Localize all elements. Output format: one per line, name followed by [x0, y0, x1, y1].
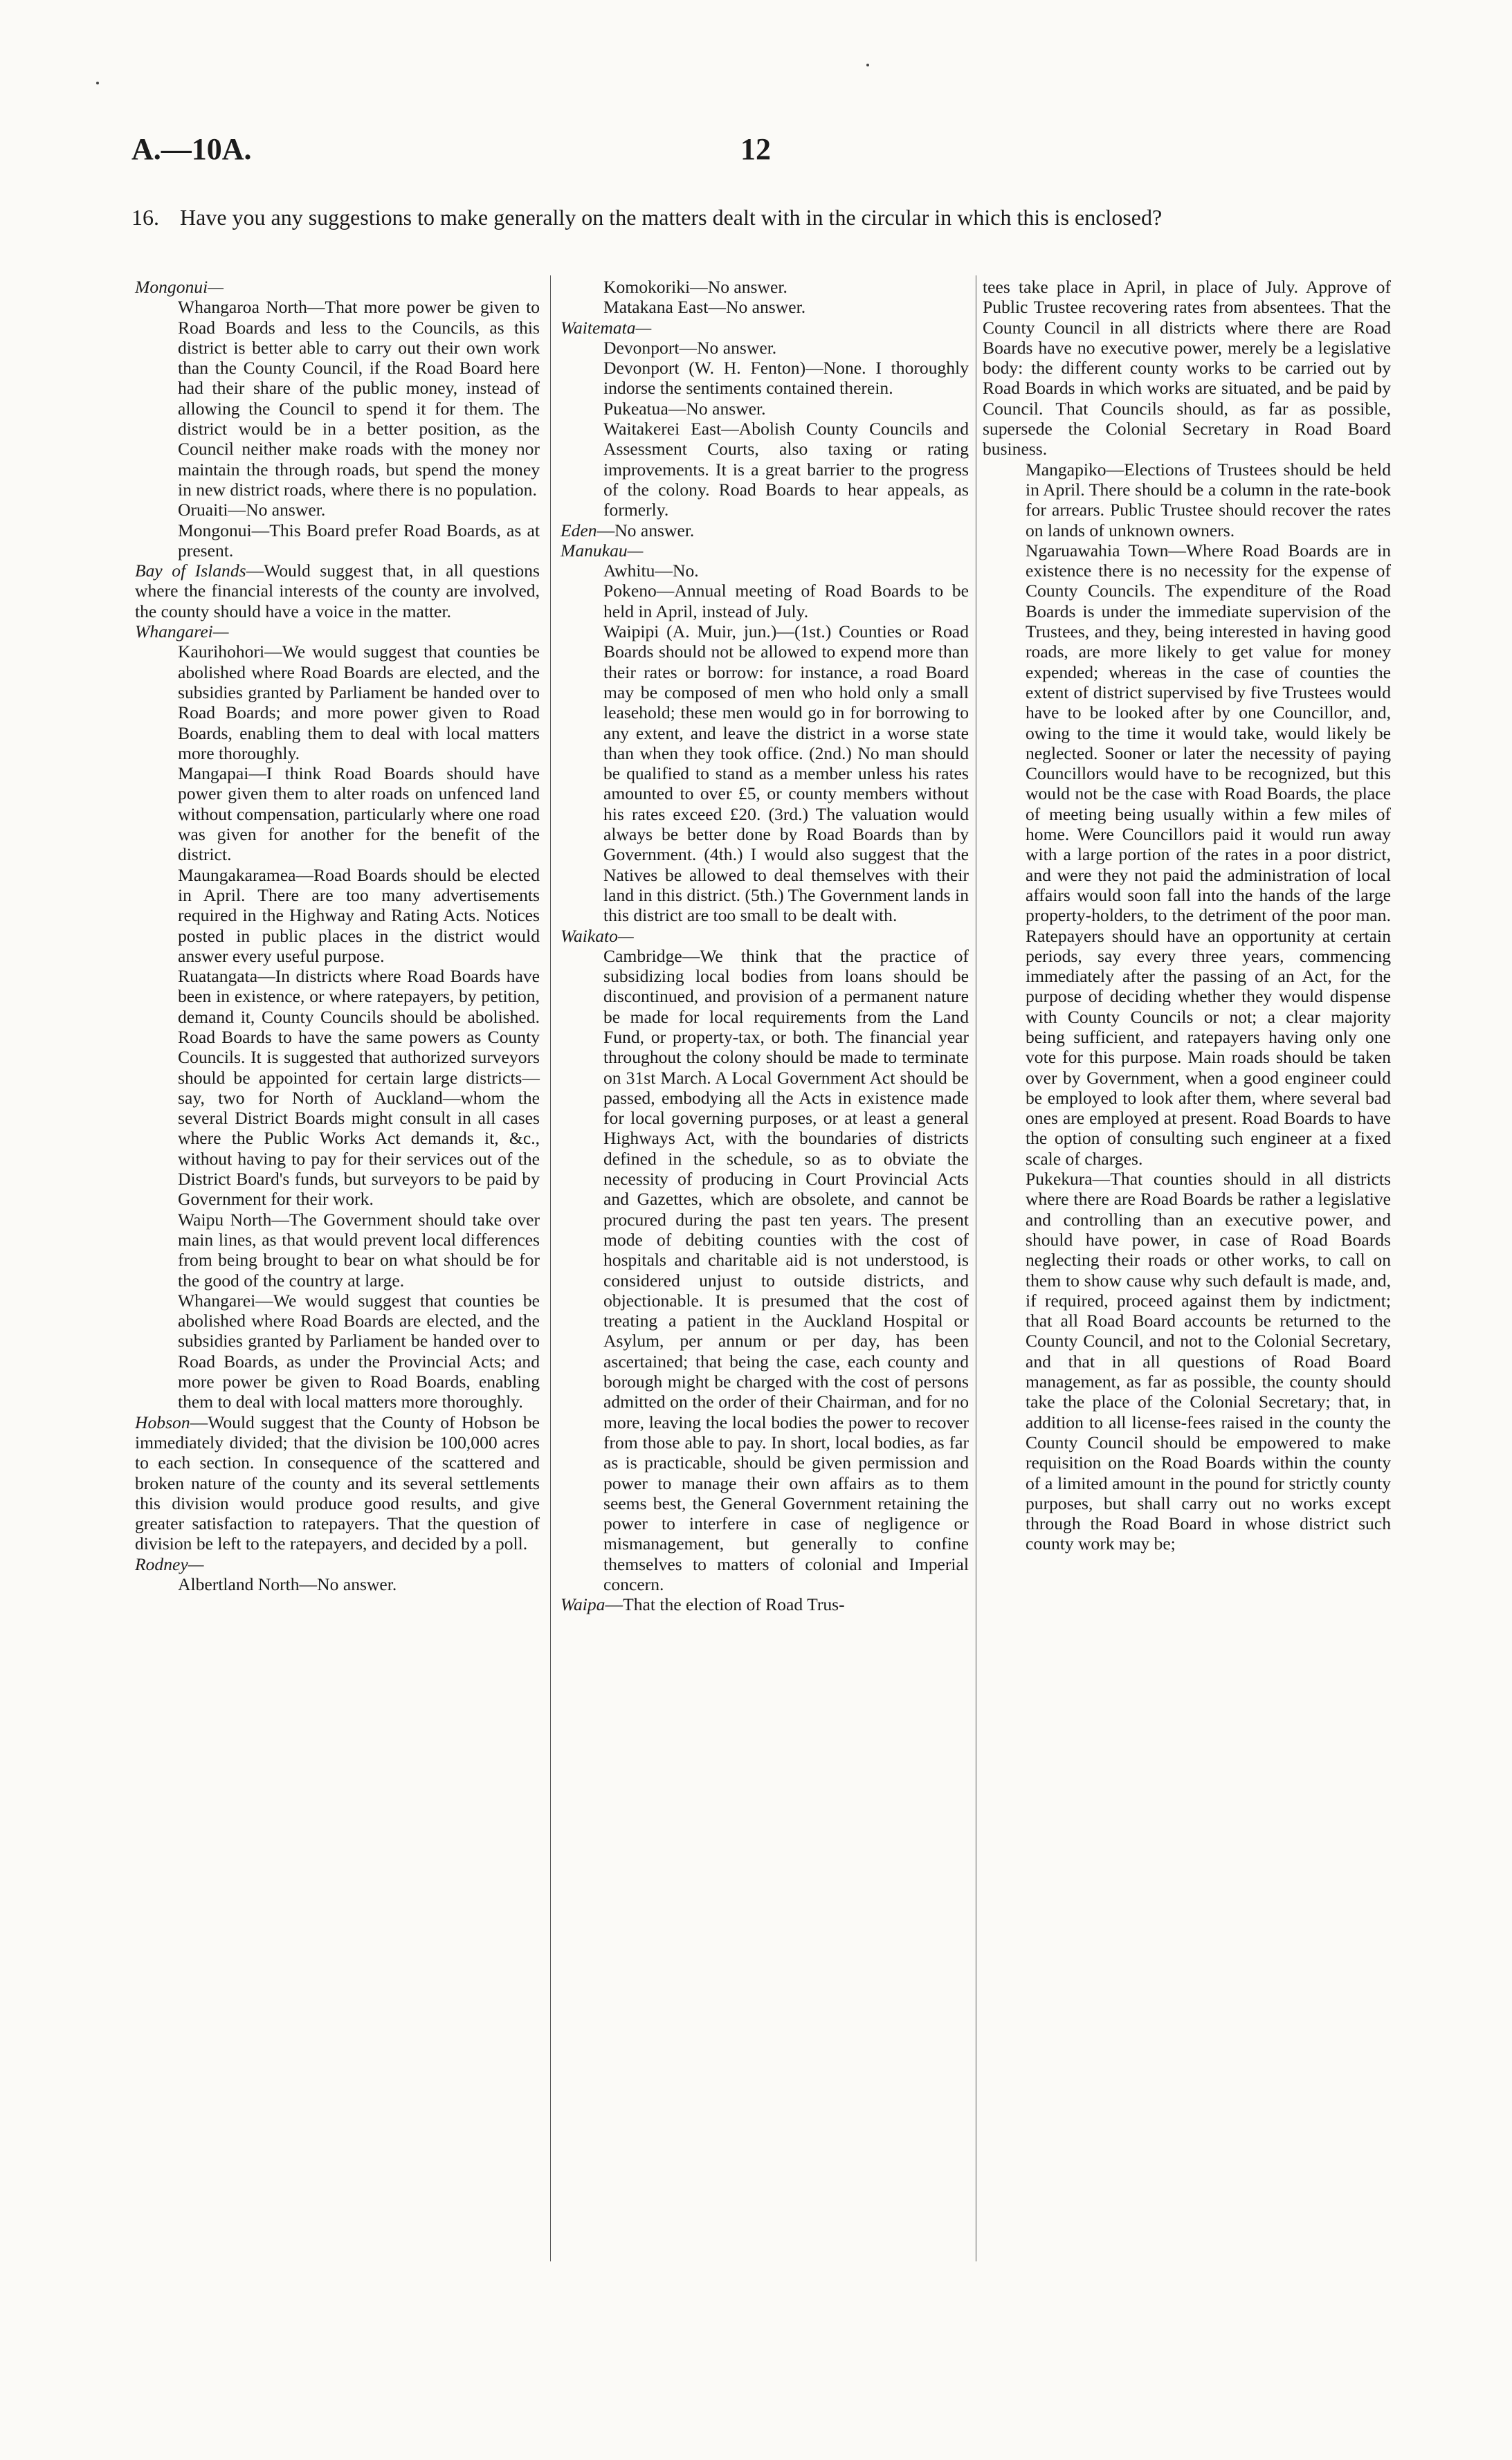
entry-waitakerei-east: Waitakerei East—Abolish County Councils and Assessment Courts, also taxing or rating improvements. It is a great barrier to the progress of the colony. Road Boards to hear appeals, as formerly. [603, 419, 969, 520]
entry-kaurihohori: Kaurihohori—We would suggest that counties be abolished where Road Boards are elected, and the subsidies granted by Parliament be handed over to Road Boards; and more power given to Road Boards, enabling them to deal with local matters more thoroughly. [178, 641, 540, 763]
question-number: 16. [131, 205, 159, 230]
page-header [131, 131, 1391, 180]
column-3 [983, 277, 1391, 1554]
county-heading-waikato: Waikato— [561, 925, 634, 946]
county-bay-of-islands [135, 561, 540, 621]
paper-speck [866, 64, 869, 66]
entry-ruatangata: Ruatangata—In districts where Road Boards have been in existence, or where ratepayers, by petition, demand it, County Councils should be abolished. Road Boards to have the same powers as County Councils. It is suggested that authorized surveyors should be appointed for certain large districts—say, two for North of Auckland—whom the several District Boards might consult in all cases where the Public Works Act demands it, &c., without having to pay for their services out of the District Board's funds, but surveyors to be paid by Government for their work. [178, 966, 540, 1210]
waipa-answer-continued: tees take place in April, in place of July. Approve of Public Trustee recovering rates from absentees. That the County Council in all districts where there are Road Boards have no executive power, merely be a legislative body: the different county works to be carried out by Road Boards in which works are situated, and be paid by Council. That Councils should, as far as possible, supersede the Colonial Secretary in Road Board business. [983, 277, 1391, 459]
county-heading-waitemata: Waitemata— [561, 317, 652, 338]
county-eden [561, 520, 969, 540]
question-text: Have you any suggestions to make generally on the matters dealt with in the circular in which this is enclosed? [180, 205, 1163, 230]
county-hobson [135, 1412, 540, 1554]
county-heading-manukau: Manukau— [561, 540, 644, 561]
entry-mongonui: Mongonui—This Board prefer Road Boards, as at present. [178, 520, 540, 561]
entry-cambridge: Cambridge—We think that the practice of subsidizing local bodies from loans should be discontinued, and provision of a permanent nature be made for local requirements from the Land Fund, or property-tax, or both. The financial year throughout the colony should be made to terminate on 31st March. A Local Government Act should be passed, embodying all the Acts in existence made for local governing purposes, or at least a general Highways Act, with the boundaries of districts defined in the schedule, so as to obviate the necessity of producing in Court Provincial Acts and Gazettes, which are obsolete, and cannot be procured during the past ten years. The present mode of debiting counties with the cost of hospitals and charitable aid is not understood, is considered unjust to outside districts, and objectionable. It is presumed that the cost of treating a patient in the Auckland Hospital or Asylum, per annum or per day, has been ascertained; that being the case, each county and borough might be charged with the cost of persons admitted on the order of their Chairman, and for no more, leaving the local bodies the power to recover from those able to pay. In short, local bodies, as far as is practicable, should be given permission and power to manage their own affairs as to them seems best, the General Government retaining the power to interfere in case of negligence or mismanagement, but generally to confine themselves to matters of colonial and Imperial concern. [603, 945, 969, 1594]
entry-whangarei: Whangarei—We would suggest that counties be abolished where Road Boards are elected, and the subsidies granted by Parliament be handed over to Road Boards, as under the Provincial Acts; and more power be given to Road Boards, enabling them to deal with local matters more thoroughly. [178, 1290, 540, 1412]
entry-devonport: Devonport—No answer. [603, 337, 777, 358]
entry-ngaruawahia-town: Ngaruawahia Town—Where Road Boards are in existence there is no necessity for the expense of County Councils. The expenditure of the Road Boards is under the immediate supervision of the Trustees, and they, being interested in having good roads, are more likely to get value for money expended; whereas in the case of counties the extent of district supervised by five Trustees would have to be looked after by one Councillor, and, owing to the time it would take, would likely be neglected. Sooner or later the necessity of paying Councillors would have to be recognized, but this would not be the case with Road Boards, the place of meeting being usually within a few miles of home. Were Councillors paid it would run away with a large portion of the rates in a poor district, and were they not paid the administration of local affairs would soon fall into the hands of the large property-holders, to the detriment of the poor man. Ratepayers should have an opportunity at certain periods, say every three years, commencing immediately after the passing of an Act, for the purpose of deciding whether they would dispense with County Councils or not; a clear majority being sufficient, and ratepayers having only one vote for this purpose. Main roads should be taken over by Government, when a good engineer could be employed to look after them, where several bad ones are employed at present. Road Boards to have the option of consulting such engineer at a fixed scale of charges. [1026, 540, 1391, 1169]
county-heading-waipa: Waipa [561, 1594, 605, 1615]
document-reference: A.—10A. [131, 132, 252, 166]
page-number: 12 [740, 132, 771, 166]
column-2 [561, 277, 969, 1615]
entry-albertland-north: Albertland North—No answer. [178, 1574, 397, 1594]
waipa-answer-start: —That the election of Road Trus- [605, 1594, 845, 1615]
county-heading-whangarei: Whangarei— [135, 621, 229, 642]
hobson-answer: —Would suggest that the County of Hobson be immediately divided; that the division be 100,000 acres to each section. In consequence of the scattered and broken nature of the county and its several settlements this division would produce good results, and give greater satisfaction to ratepayers. That the question of division be left to the ratepayers, and decided by a poll. [135, 1412, 540, 1554]
entry-oruaiti: Oruaiti—No answer. [178, 500, 326, 520]
county-heading-mongonui: Mongonui— [135, 277, 224, 297]
entry-waipipi: Waipipi (A. Muir, jun.)—(1st.) Counties or Road Boards should not be allowed to expend more than their rates or borrow: for instance, a road Board may be composed of men who hold only a small leasehold; these men would go in for borrowing to any extent, and leave the district in a worse state than when they took office. (2nd.) No man should be qualified to stand as a member unless his rates amounted to over £5, or county members without his rates exceed £20. (3rd.) The valuation would always be better done by Road Boards than by Government. (4th.) I would also suggest that the Natives be allowed to deal themselves with their land in this district. (5th.) The Government lands in this district are too small to be dealt with. [603, 621, 969, 926]
county-heading-hobson: Hobson [135, 1412, 190, 1432]
county-heading-bay-of-islands: Bay of Islands [135, 561, 246, 581]
column-1 [135, 277, 540, 1594]
county-heading-eden: Eden [561, 520, 597, 540]
entry-komokoriki: Komokoriki—No answer. [603, 277, 787, 297]
county-heading-rodney: Rodney— [135, 1554, 204, 1574]
entry-awhitu: Awhitu—No. [603, 561, 699, 581]
entry-mangapiko: Mangapiko—Elections of Trustees should be held in April. There should be a column in the rate-book for arrears. Public Trustee should recover the rates on lands of unknown owners. [1026, 459, 1391, 540]
entry-pukeatua: Pukeatua—No answer. [603, 398, 766, 419]
entry-maungakaramea: Maungakaramea—Road Boards should be elected in April. There are too many advertisements required in the Highway and Rating Acts. Notices posted in public places in the district would answer every useful purpose. [178, 864, 540, 966]
entry-devonport-fenton: Devonport (W. H. Fenton)—None. I thoroughly indorse the sentiments contained therein. [603, 358, 969, 399]
column-divider [550, 275, 551, 2261]
entry-pukekura: Pukekura—That counties should in all districts where there are Road Boards be rather a legislative and controlling than an executive power, and should have power, in case of Road Boards neglecting their roads or other works, to call on them to show cause why such default is made, and, if required, proceed against them by indictment; that all Road Board accounts be returned to the County Council, and not to the Colonial Secretary, and that in all questions of Road Board management, as far as possible, the county should take the place of the Colonial Secretary; that, in addition to all license-fees raised in the county the County Council should be empowered to make requisition on the Road Boards within the county of a limited amount in the pound for strictly county purposes, but shall carry out no works except through the Road Board in whose district such county work may be; [1026, 1169, 1391, 1554]
paper-speck [96, 82, 99, 84]
eden-answer: —No answer. [596, 520, 695, 540]
entry-pokeno: Pokeno—Annual meeting of Road Boards to be held in April, instead of July. [603, 581, 969, 621]
entry-matakana-east: Matakana East—No answer. [603, 297, 806, 318]
entry-mangapai: Mangapai—I think Road Boards should have power given them to alter roads on unfenced land without compensation, particularly where one road was given for another for the benefit of the district. [178, 763, 540, 865]
entry-waipu-north: Waipu North—The Government should take over main lines, as that would prevent local differences from being brought to bear on what should be for the good of the country at large. [178, 1209, 540, 1291]
county-waipa [561, 1594, 969, 1614]
bay-of-islands-answer: —Would suggest that, in all questions where the financial interests of the county are involved, the county should have a voice in the matter. [135, 561, 540, 621]
entry-whangaroa-north: Whangaroa North—That more power be given to Road Boards and less to the Councils, as this district is better able to carry out their own work than the County Council, if the Road Board here had their share of the public money, instead of allowing the Council to spend it for them. The district would be in a better position, as the Council neither make roads with the money nor maintain the through roads, but spend the money in new district roads, where there is no population. [178, 297, 540, 500]
